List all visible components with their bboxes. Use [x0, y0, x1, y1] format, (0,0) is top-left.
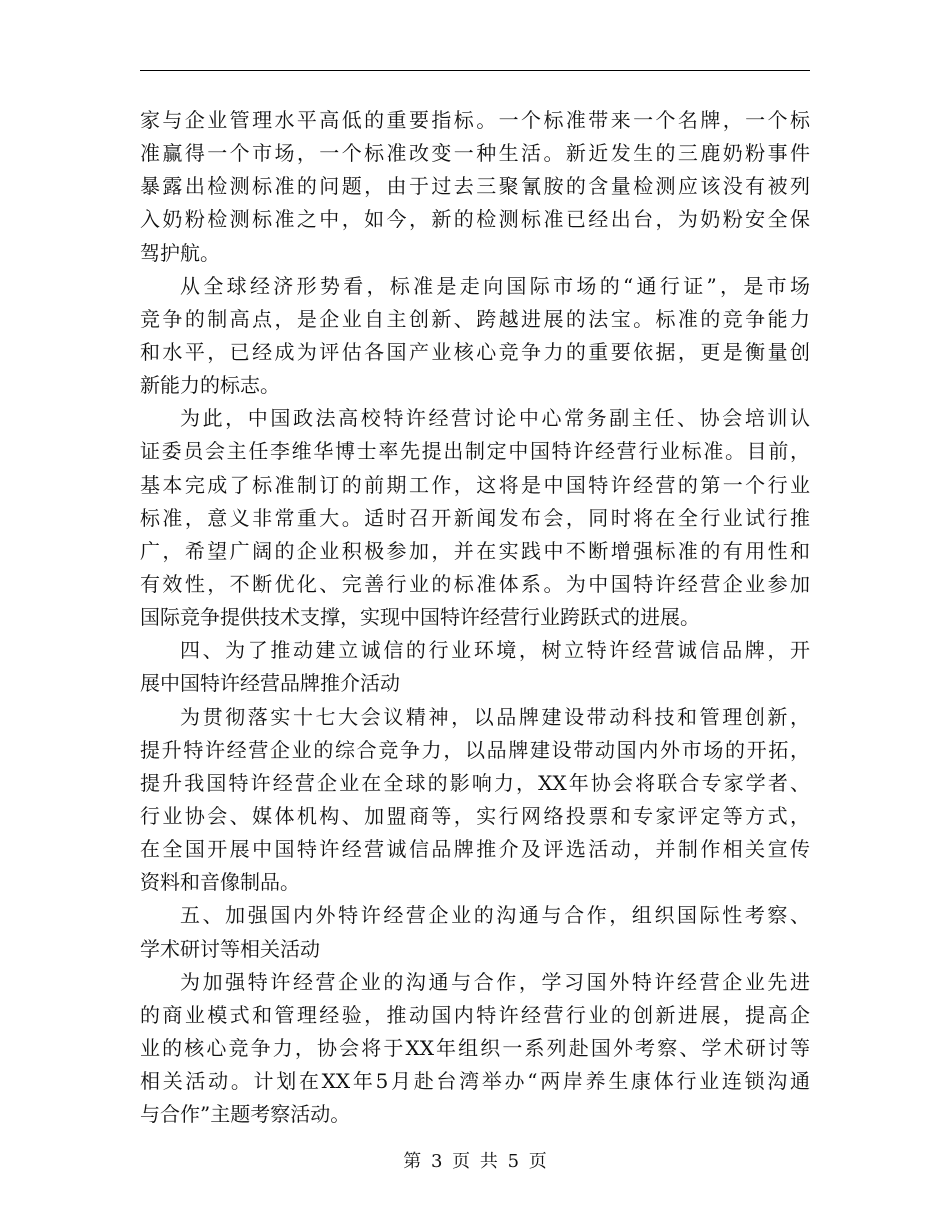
text-line: 为贯彻落实十七大会议精神，以品牌建设带动科技和管理创新， [180, 704, 810, 729]
paragraph [140, 966, 810, 1132]
text-line: 行业协会、媒体机构、加盟商等，实行网络投票和专家评定等方式， [140, 803, 810, 828]
text-line: 准赢得一个市场，一个标准改变一种生活。新近发生的三鹿奶粉事件 [140, 141, 810, 166]
text-line: 在全国开展中国特许经营诚信品牌推介及评选活动，并制作相关宣传 [140, 837, 810, 862]
section-heading [140, 899, 810, 965]
paragraph [140, 270, 810, 403]
text-line: 证委员会主任李维华博士率先提出制定中国特许经营行业标准。目前， [140, 439, 810, 464]
text-line: 提升我国特许经营企业在全球的影响力，XX年协会将联合专家学者、 [140, 770, 810, 795]
text-line: 提升特许经营企业的综合竞争力，以品牌建设带动国内外市场的开拓， [140, 737, 810, 762]
text-line: 暴露出检测标准的问题，由于过去三聚氰胺的含量检测应该没有被列 [140, 174, 810, 199]
page-number-footer: 第 3 页 共 5 页 [403, 1151, 547, 1172]
text-line: 展中国特许经营品牌推介活动 [140, 671, 400, 696]
paragraph [140, 104, 810, 270]
text-line: 五、加强国内外特许经营企业的沟通与合作，组织国际性考察、 [180, 903, 810, 928]
text-line: 为加强特许经营企业的沟通与合作，学习国外特许经营企业先进 [180, 969, 810, 994]
text-line: 入奶粉检测标准之中，如今，新的检测标准已经出台，为奶粉安全保 [140, 207, 810, 232]
text-line: 四、为了推动建立诚信的行业环境，树立特许经营诚信品牌，开 [180, 638, 810, 663]
text-line: 业的核心竞争力，协会将于XX年组织一系列赴国外考察、学术研讨等 [140, 1035, 810, 1060]
text-line: 与合作”主题考察活动。 [140, 1102, 351, 1127]
section-heading [140, 634, 810, 700]
header-rule [140, 70, 810, 71]
text-line: 资料和音像制品。 [140, 870, 300, 895]
text-line: 的商业模式和管理经验，推动国内特许经营行业的创新进展，提高企 [140, 1002, 810, 1027]
text-line: 竞争的制高点，是企业自主创新、跨越进展的法宝。标准的竞争能力 [140, 306, 810, 331]
paragraph [140, 402, 810, 634]
text-line: 有效性，不断优化、完善行业的标准体系。为中国特许经营企业参加 [140, 571, 810, 596]
text-line: 和水平，已经成为评估各国产业核心竞争力的重要依据，更是衡量创 [140, 339, 810, 364]
text-line: 基本完成了标准制订的前期工作，这将是中国特许经营的第一个行业 [140, 472, 810, 497]
text-line: 为此，中国政法高校特许经营讨论中心常务副主任、协会培训认 [180, 406, 810, 431]
text-line: 驾护航。 [140, 240, 220, 265]
text-line: 新能力的标志。 [140, 373, 280, 398]
text-line: 从全球经济形势看，标准是走向国际市场的“通行证”，是市场 [180, 273, 810, 298]
paragraph [140, 701, 810, 900]
text-line: 国际竞争提供技术支撑，实现中国特许经营行业跨跃式的进展。 [140, 605, 700, 630]
text-line: 标准，意义非常重大。适时召开新闻发布会，同时将在全行业试行推 [140, 505, 810, 530]
text-line: 家与企业管理水平高低的重要指标。一个标准带来一个名牌，一个标 [140, 108, 810, 132]
text-line: 广，希望广阔的企业积极参加，并在实践中不断增强标准的有用性和 [140, 538, 810, 563]
document-body [140, 104, 810, 1131]
text-line: 相关活动。计划在XX年5月赴台湾举办“两岸养生康体行业连锁沟通 [140, 1069, 810, 1094]
text-line: 学术研讨等相关活动 [140, 936, 320, 961]
